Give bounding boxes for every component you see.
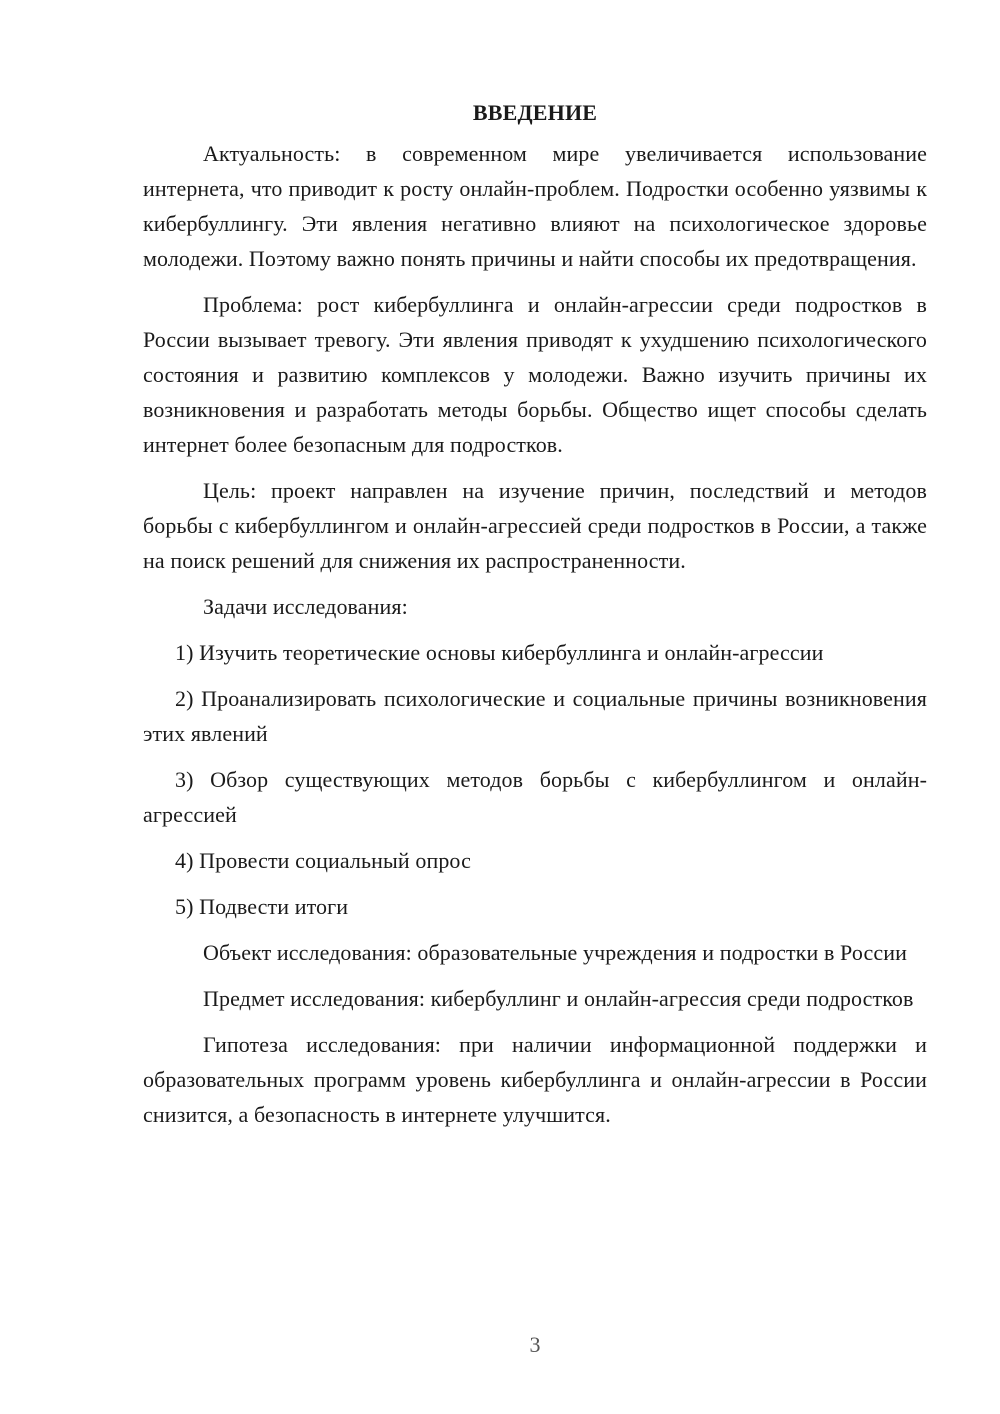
paragraph-subject: Предмет исследования: кибербуллинг и онлайн-агрессия среди подростков xyxy=(203,986,914,1011)
paragraph-tasks-heading: Задачи исследования: xyxy=(203,594,408,619)
task-item-3: 3) Обзор существующих методов борьбы с кибербуллингом и онлайн-агрессией xyxy=(143,767,927,827)
page-number: 3 xyxy=(529,1332,541,1357)
task-item-4: 4) Провести социальный опрос xyxy=(175,848,471,873)
paragraph-relevance: Актуальность: в современном мире увеличивается использование интернета, что приводит к росту онлайн-проблем. Подростки особенно уязвимы к кибербуллингу. Эти явления негативно влияют на психологическое здоровье молодежи. Поэтому важно понять причины и найти способы их предотвращения. xyxy=(143,141,927,271)
task-item-2: 2) Проанализировать психологические и социальные причины возникновения этих явлений xyxy=(143,686,927,746)
paragraph-object: Объект исследования: образовательные учреждения и подростки в России xyxy=(203,940,907,965)
section-title: ВВЕДЕНИЕ xyxy=(472,100,598,125)
paragraph-problem: Проблема: рост кибербуллинга и онлайн-агрессии среди подростков в России вызывает тревогу. Эти явления приводят к ухудшению психологического состояния и развитию комплексов у молодежи. Важно изучить причины их возникновения и разработать методы борьбы. Общество ищет способы сделать интернет более безопасным для подростков. xyxy=(143,292,927,457)
paragraph-hypothesis: Гипотеза исследования: при наличии информационной поддержки и образовательных программ уровень кибербуллинга и онлайн-агрессии в России снизится, а безопасность в интернете улучшится. xyxy=(143,1032,927,1127)
page-content xyxy=(143,96,927,1143)
paragraph-goal: Цель: проект направлен на изучение причин, последствий и методов борьбы с кибербуллингом и онлайн-агрессией среди подростков в России, а также на поиск решений для снижения их распространенности. xyxy=(143,478,927,573)
task-item-1: 1) Изучить теоретические основы кибербуллинга и онлайн-агрессии xyxy=(175,640,824,665)
task-item-5: 5) Подвести итоги xyxy=(175,894,349,919)
